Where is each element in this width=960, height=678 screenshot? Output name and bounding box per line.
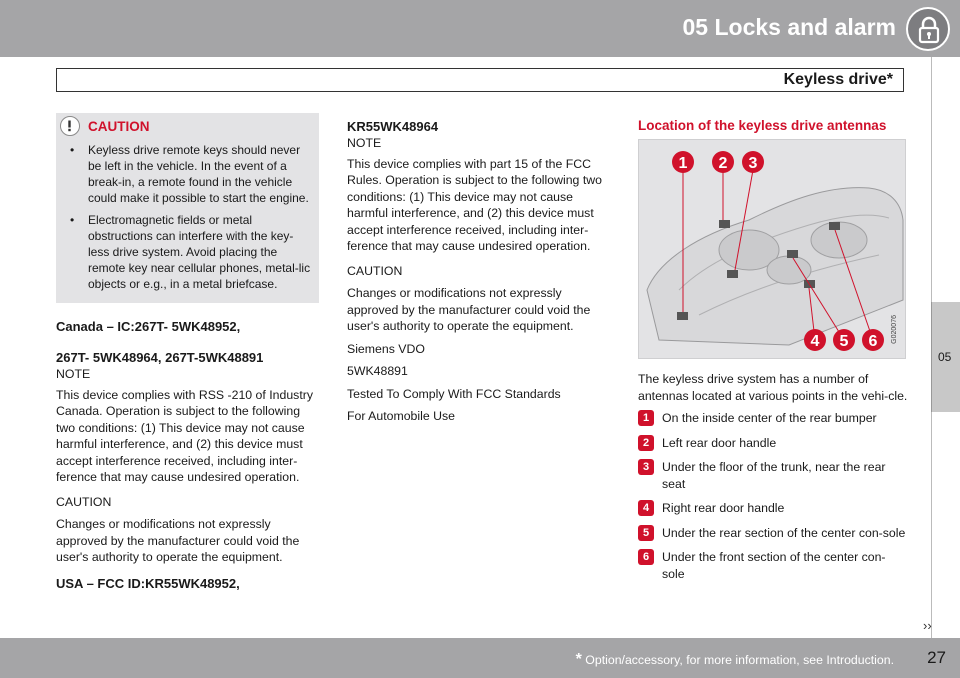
note-label: NOTE [347, 136, 382, 150]
next-page-arrows[interactable]: ›› [923, 618, 932, 633]
antenna-location-title: Location of the keyless drive antennas [638, 118, 887, 133]
car-antenna-illustration [638, 139, 906, 359]
part-number-line: 5WK48891 [347, 364, 408, 378]
caution-label: CAUTION [56, 494, 112, 509]
figure-label-6: 6 [868, 333, 878, 350]
footnote [576, 651, 894, 669]
figure-label-3: 3 [748, 155, 758, 172]
column-left [56, 318, 322, 592]
footnote-text: Option/accessory, for more information, see Introduction. [585, 653, 894, 667]
caution-label: CAUTION [347, 263, 403, 278]
figure-label-1: 1 [678, 155, 688, 172]
figure-label-4: 4 [810, 333, 820, 350]
page-header [0, 0, 960, 57]
note-text: This device complies with part 15 of the FCC Rules. Operation is subject to the following two conditions: (1) This device may not cause harmful interference, and (2) this device must accept interference received, including inter-ference that may cause undesired operation. [347, 156, 602, 253]
chapter-tab[interactable] [931, 302, 960, 412]
number-badge: 2 [638, 435, 654, 451]
warning-icon [60, 116, 80, 136]
caution-item: • Keyless drive remote keys should never be left in the vehicle. In the event of a break-in, a remote found in the vehicle could make it possible to start the engine. [66, 142, 314, 206]
list-item [638, 525, 908, 542]
number-badge: 1 [638, 410, 654, 426]
list-item-text: Left rear door handle [662, 435, 777, 450]
number-badge: 3 [638, 459, 654, 475]
usage-line: For Automobile Use [347, 409, 455, 423]
list-item-text: Right rear door handle [662, 501, 785, 515]
page-footer [0, 638, 960, 678]
footnote-asterisk: * [575, 651, 582, 668]
lock-icon [906, 7, 950, 51]
canada-heading: Canada – IC:267T- 5WK48952, [56, 319, 241, 334]
fcc-id-heading: KR55WK48964 [347, 119, 439, 134]
caution-list [66, 142, 314, 298]
number-badge: 5 [638, 525, 654, 541]
list-item [638, 500, 908, 517]
caution-item: • Electromagnetic fields or metal obstructions can interfere with the key-less drive system. Avoid placing the remote key near cellular phones, metal-lic objects or e.g., in a metal briefcase. [66, 212, 314, 292]
number-badge: 6 [638, 549, 654, 565]
column-middle [347, 118, 615, 431]
number-badge: 4 [638, 500, 654, 516]
car-cutaway-diagram [639, 140, 905, 358]
chapter-title: 05 Locks and alarm [682, 14, 896, 40]
list-item [638, 459, 908, 492]
column-right [638, 118, 908, 590]
page-number: 27 [927, 648, 946, 667]
manufacturer-line: Siemens VDO [347, 341, 425, 356]
note-label: NOTE [56, 367, 91, 381]
caution-box [56, 113, 319, 303]
canada-heading-cont: 267T- 5WK48964, 267T-5WK48891 [56, 350, 264, 365]
list-item [638, 549, 908, 582]
list-item-text: Under the rear section of the center con-sole [662, 525, 906, 540]
antenna-intro: The keyless drive system has a number of antennas located at various points in the vehi-cle. [638, 372, 908, 403]
list-item-text: Under the front section of the center con-sole [662, 550, 886, 581]
section-title: Keyless drive* [783, 71, 893, 88]
chapter-tab-label: 05 [938, 350, 952, 364]
figure-label-2: 2 [718, 155, 728, 172]
side-divider [931, 57, 932, 302]
caution-text: Changes or modifications not expressly approved by the manufacturer could void the user's authority to operate the equipment. [56, 517, 300, 564]
caution-text: Changes or modifications not expressly approved by the manufacturer could void the user's authority to operate the equipment. [347, 286, 591, 333]
section-bar [56, 68, 904, 92]
list-item [638, 435, 908, 452]
figure-code: G020076 [890, 315, 898, 344]
side-divider [931, 412, 932, 638]
note-text: This device complies with RSS -210 of Industry Canada. Operation is subject to the following two conditions: (1) This device may not cause harmful interference, and (2) this device must accept interference received, including inter-ference that may cause undesired operation. [56, 387, 313, 484]
list-item-text: On the inside center of the rear bumper [662, 411, 877, 425]
list-item-text: Under the floor of the trunk, near the rear seat [662, 460, 886, 491]
usa-heading: USA – FCC ID:KR55WK48952, [56, 575, 240, 591]
list-item [638, 410, 908, 427]
caution-header [56, 113, 319, 139]
compliance-line: Tested To Comply With FCC Standards [347, 386, 561, 401]
caution-title: CAUTION [88, 119, 150, 134]
figure-label-5: 5 [839, 333, 849, 350]
